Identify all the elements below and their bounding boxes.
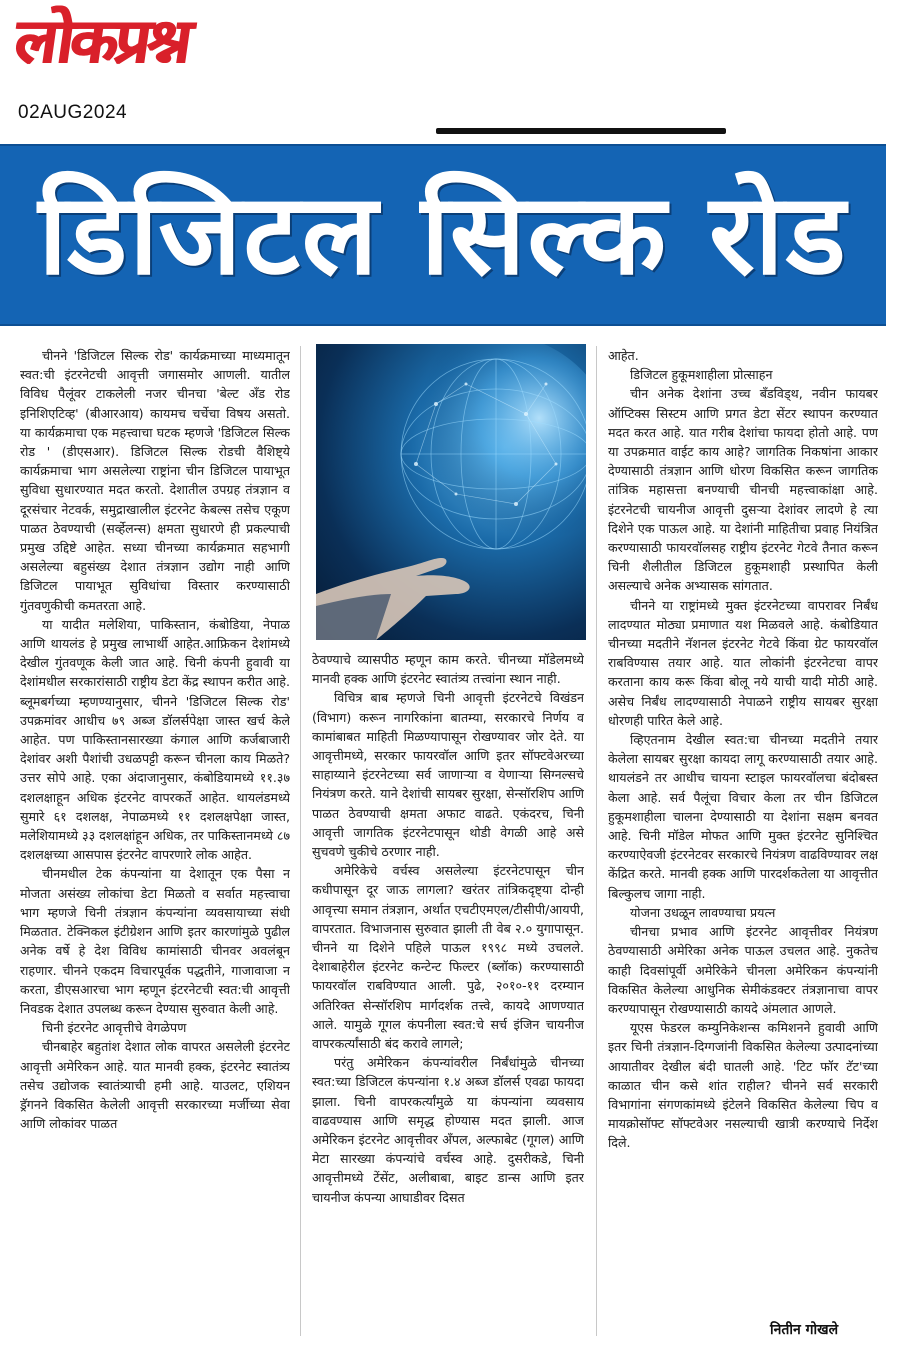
paragraph: चीन अनेक देशांना उच्च बँडविड्थ, नवीन फायबर ऑप्टिक्स सिस्टम आणि प्रगत डेटा सेंटर स्थापन करण्यात मदत करत आहे. यात गरीब देशांचा फायदा होतो आहे. पण या उपक्रमात वाईट काय आहे? जागतिक निकषांना आकार देण्यासाठी तंत्रज्ञान आणि धोरण विकसित करून जागतिक तांत्रिक महासत्ता बनण्याची चीनची महत्त्वाकांक्षा आहे. इंटरनेटची चायनीज आवृत्ती दुसऱ्या देशांवर लादणे हे त्या दिशेने एक पाऊल आहे. या देशांनी माहितीचा प्रवाह नियंत्रित करण्यासाठी फायरवॉलसह राष्ट्रीय इंटरनेट गेटवे तैनात करून चिनी शैलीतील डिजिटल हुकूमशाही प्रस्थापित केली असल्याचे अनेक अभ्यासक सांगतात. — [608, 386, 878, 594]
paragraph: विचित्र बाब म्हणजे चिनी आवृत्ती इंटरनेटचे विखंडन (विभाग) करून नागरिकांना बातम्या, सरकारचे निर्णय व कामांबाबत माहिती मिळण्यापासून रोखण्यावर जोर देते. या आवृत्तीमध्ये, सरकार फायरवॉल आणि इतर सॉफ्टवेअरच्या साहाय्याने इंटरनेटच्या सर्व जाणाऱ्या व येणाऱ्या सिग्नल्सचे नियंत्रण करते. याने देशांची सायबर सुरक्षा, सेन्सॉरशिप आणि पाळत ठेवण्याची क्षमता अफाट वाढते. एकंदरच, चिनी आवृत्ती जागतिक इंटरनेटपासून थोडी वेगळी आहे असे सुचवणे चुकीचे ठरणार नाही. — [312, 690, 584, 860]
subheading: डिजिटल हुकूमशाहीला प्रोत्साहन — [630, 367, 773, 383]
paragraph: यूएस फेडरल कम्युनिकेशन्स कमिशनने हुवावी आणि इतर चिनी तंत्रज्ञान-दिग्गजांनी विकसित केलेल्या उत्पादनांच्या आयातीवर देखील बंदी घातली आहे. 'टिट फॉर टॅट'च्या काळात चीन कसे शांत राहील? चीनने सर्व सरकारी विभागांना संगणकांमध्ये इंटेलने विकसित केलेल्या चिप व मायक्रोसॉफ्ट सॉफ्टवेअर नसल्याची खात्री करण्याचे निर्देश दिले. — [608, 1020, 878, 1151]
headline: डिजिटल सिल्क रोड — [38, 170, 848, 300]
column-divider — [596, 346, 597, 1336]
paragraph: चीनबाहेर बहुतांश देशात लोक वापरत असलेली इंटरनेट आवृत्ती अमेरिकन आहे. यात मानवी हक्क, इंटरनेट स्वातंत्र्य तसेच उद्योजक स्वातंत्र्याची हमी आहे. याउलट, एशियन ड्रॅगनने विकसित केलेली आवृत्ती सरकारच्या मर्जीच्या सेवा आणि लोकांवर पाळत — [20, 1039, 290, 1132]
paragraph: आहेत. — [608, 348, 639, 363]
column-divider — [300, 346, 301, 1336]
article-column-2 — [312, 650, 584, 1350]
paragraph: चीनचा प्रभाव आणि इंटरनेट आवृत्तीवर नियंत्रण ठेवण्यासाठी अमेरिका अनेक पाऊल उचलत आहे. नुकतेच काही दिवसांपूर्वी अमेरिकेने चीनला अमेरिकन कंपन्यांनी विकसित केलेल्या आधुनिक सेमीकंडक्टर तंत्रज्ञानाचा वापर करण्यापासून रोखण्यासाठी कायदे अंमलात आणले. — [608, 924, 878, 1016]
paragraph: ठेवण्याचे व्यासपीठ म्हणून काम करते. चीनच्या मॉडेलमध्ये मानवी हक्क आणि इंटरनेट स्वातंत्र्य तत्त्वांना स्थान नाही. — [312, 652, 584, 687]
subheading: चिनी इंटरनेट आवृत्तीचे वेगळेपण — [42, 1020, 187, 1036]
paragraph: परंतु अमेरिकन कंपन्यांवरील निर्बंधांमुळे चीनच्या स्वत:च्या डिजिटल कंपन्यांना १.४ अब्ज डॉलर्स एवढा फायदा झाला. चिनी वापरकर्त्यांमुळे या कंपन्यांना व्यवसाय वाढवण्यास आणि समृद्ध होण्यास मदत झाली. आज अमेरिकन इंटरनेट आवृत्तीवर अँपल, अल्फाबेट (गूगल) आणि मेटा सारख्या कंपन्यांचे वर्चस्व आहे. दुसरीकडे, चिनी आवृत्तीमध्ये टेंसेंट, अलीबाबा, बाइट डान्स आणि इतर चायनीज कंपन्या आघाडीवर दिसत — [312, 1055, 584, 1205]
article-body — [0, 330, 886, 1354]
paragraph: चीनमधील टेक कंपन्यांना या देशातून एक पैसा न मोजता असंख्य लोकांचा डेटा मिळतो व सर्वात महत्त्वाचा भाग म्हणजे चिनी तंत्रज्ञान कंपन्यांना व्यवसायाच्या संधी मिळतात. टेक्निकल इंटीग्रेशन आणि इतर कारणांमुळे पुढील अनेक वर्षे हे देश विविध कामांसाठी चीनवर अवलंबून राहणार. चीनने एकदम विचारपूर्वक पद्धतीने, गाजावाजा न करता, डीएसआरचा भाग म्हणून इंटरनेटची स्वत:ची आवृत्ती निवडक देशात उपलब्ध करून देण्यास सुरुवात केली आहे. — [20, 866, 290, 1016]
publication-date: 02AUG2024 — [18, 102, 128, 123]
paragraph: चीनने या राष्ट्रांमध्ये मुक्त इंटरनेटच्या वापरावर निर्बंध लादण्यात मोठ्या प्रमाणात यश मिळवले आहे. कंबोडियात चीनच्या मदतीने नॅशनल इंटरनेट गेटवे किंवा ग्रेट फायरवॉल राबविण्यास तयार आहे. यात लोकांनी इंटरनेटचा वापर करताना काय करू किंवा बोलू नये याची यादी मोठी आहे. असेच निर्बंध लादण्यासाठी नेपाळने राष्ट्रीय सायबर सुरक्षा धोरणही पारित केले आहे. — [608, 597, 878, 728]
paragraph: या यादीत मलेशिया, पाकिस्तान, कंबोडिया, नेपाळ आणि थायलंड हे प्रमुख लाभार्थी आहेत.आफ्रिकन देशांमध्ये देखील गुंतवणूक केली जात आहे. चिनी कंपनी हुवावी या देशांमधील सरकारांसाठी राष्ट्रीय डेटा केंद्र स्थापन करीत आहे. ब्लूमबर्गच्या म्हणण्यानुसार, चीनने 'डिजिटल सिल्क रोड' उपक्रमांवर आधीच ७९ अब्ज डॉलर्सपेक्षा जास्त खर्च केले आहेत. पण पाकिस्तानसारख्या कंगाल आणि कर्जबाजारी देशांवर अशी पैशांची उधळपट्टी करून चीनला काय मिळते? उत्तर सोपे आहे. एका अंदाजानुसार, कंबोडियामध्ये ११.३७ दशलक्षाहून अधिक इंटरनेट वापरकर्ते आहेत. थायलंडमध्ये सुमारे ६१ दशलक्ष, नेपाळमध्ये ११ दशलक्षपेक्षा जास्त, मलेशियामध्ये ३३ दशलक्षांहून अधिक, तर पाकिस्तानमध्ये ८७ दशलक्षच्या आसपास इंटरनेट वापरणारे लोक आहेत. — [20, 616, 290, 863]
article-column-1 — [20, 346, 290, 1350]
logo-text: लोकप्रश्न — [10, 4, 195, 77]
article-column-3 — [608, 346, 878, 1350]
paragraph: व्हिएतनाम देखील स्वत:चा चीनच्या मदतीने तयार केलेला सायबर सुरक्षा कायदा लागू करण्यासाठी तयार आहे. थायलंडने तर आधीच चायना स्टाइल फायरवॉलचा बंदोबस्त केला आहे. सर्व पैलूंचा विचार केला तर चीन डिजिटल हुकूमशाहीला चालना देण्यासाठी या देशांना सक्षम बनवत आहे. चिनी मॉडेल मोफत आणि मुक्त इंटरनेट सुनिश्चित करण्याऐवजी इंटरनेटवर सरकारचे नियंत्रण वाढविण्यावर लक्ष केंद्रित करते. मानवी हक्क आणि पारदर्शकतेला या आवृत्तीत बिल्कुलच जागा नाही. — [608, 732, 878, 901]
headline-banner — [0, 144, 886, 326]
paragraph: अमेरिकेचे वर्चस्व असलेल्या इंटरनेटपासून चीन कधीपासून दूर जाऊ लागला? खरंतर तांत्रिकदृष्ट्या दोन्ही आवृत्त्या समान तंत्रज्ञान, अर्थात एचटीएमएल/टीसीपी/आयपी, वापरतात. विभाजनास सुरुवात झाली ती वेब २.० युगापासून. चीनने या दिशेने पहिले पाऊल १९९८ मध्ये उचलले. देशाबाहेरील इंटरनेट कन्टेन्ट फिल्टर (ब्लॉक) करण्यासाठी फायरवॉल राबविण्यात आली. पुढे, २०१०-११ दरम्यान अतिरिक्त सेन्सॉरशिप मार्गदर्शक तत्त्वे, कायदे आणण्यात आले. यामुळे गूगल कंपनीला स्वत:चे सर्च इंजिन चायनीज वापरकर्त्यांसाठी बंद करावे लागले; — [312, 863, 584, 1052]
paragraph: चीनने 'डिजिटल सिल्क रोड' कार्यक्रमाच्या माध्यमातून स्वत:ची इंटरनेटची आवृत्ती जगासमोर आणली. यातील विविध पैलूंवर टाकलेली नजर चीनचा 'बेल्ट अँड रोड इनिशिएटिव्ह' (बीआरआय) कायमच चर्चेचा विषय असतो. या कार्यक्रमाचा एक महत्त्वाचा घटक म्हणजे 'डिजिटल सिल्क रोड ' (डीएसआर). डिजिटल सिल्क रोडची वैशिष्ट्ये कार्यक्रमाचा भाग असलेल्या राष्ट्रांना चीन डिजिटल पायाभूत सुविधा सुधारण्यात मदत करतो. देशातील उपग्रह तंत्रज्ञान व दूरसंचार नेटवर्क, समुद्राखालील इंटरनेट केबल्स तसेच एकूण पाळत ठेवण्याची (सर्व्हेलन्स) क्षमता सुधारणे ही प्रकल्पाची प्रमुख उद्दिष्टे आहेत. सध्या चीनच्या कार्यक्रमात सहभागी असलेल्या बहुसंख्य देशात तंत्रज्ञान उद्योग नाही आणि डिजिटल पायाभूत सुविधांचा विस्तार करण्यासाठी गुंतवणुकीची कमतरता आहे. — [20, 348, 290, 613]
globe-network-hand-icon — [316, 344, 586, 640]
top-rule-divider — [436, 128, 726, 134]
author-byline: नितीन गोखले — [770, 1322, 839, 1338]
masthead-logo — [12, 6, 292, 96]
subheading: योजना उधळून लावण्याचा प्रयत्न — [630, 904, 776, 920]
